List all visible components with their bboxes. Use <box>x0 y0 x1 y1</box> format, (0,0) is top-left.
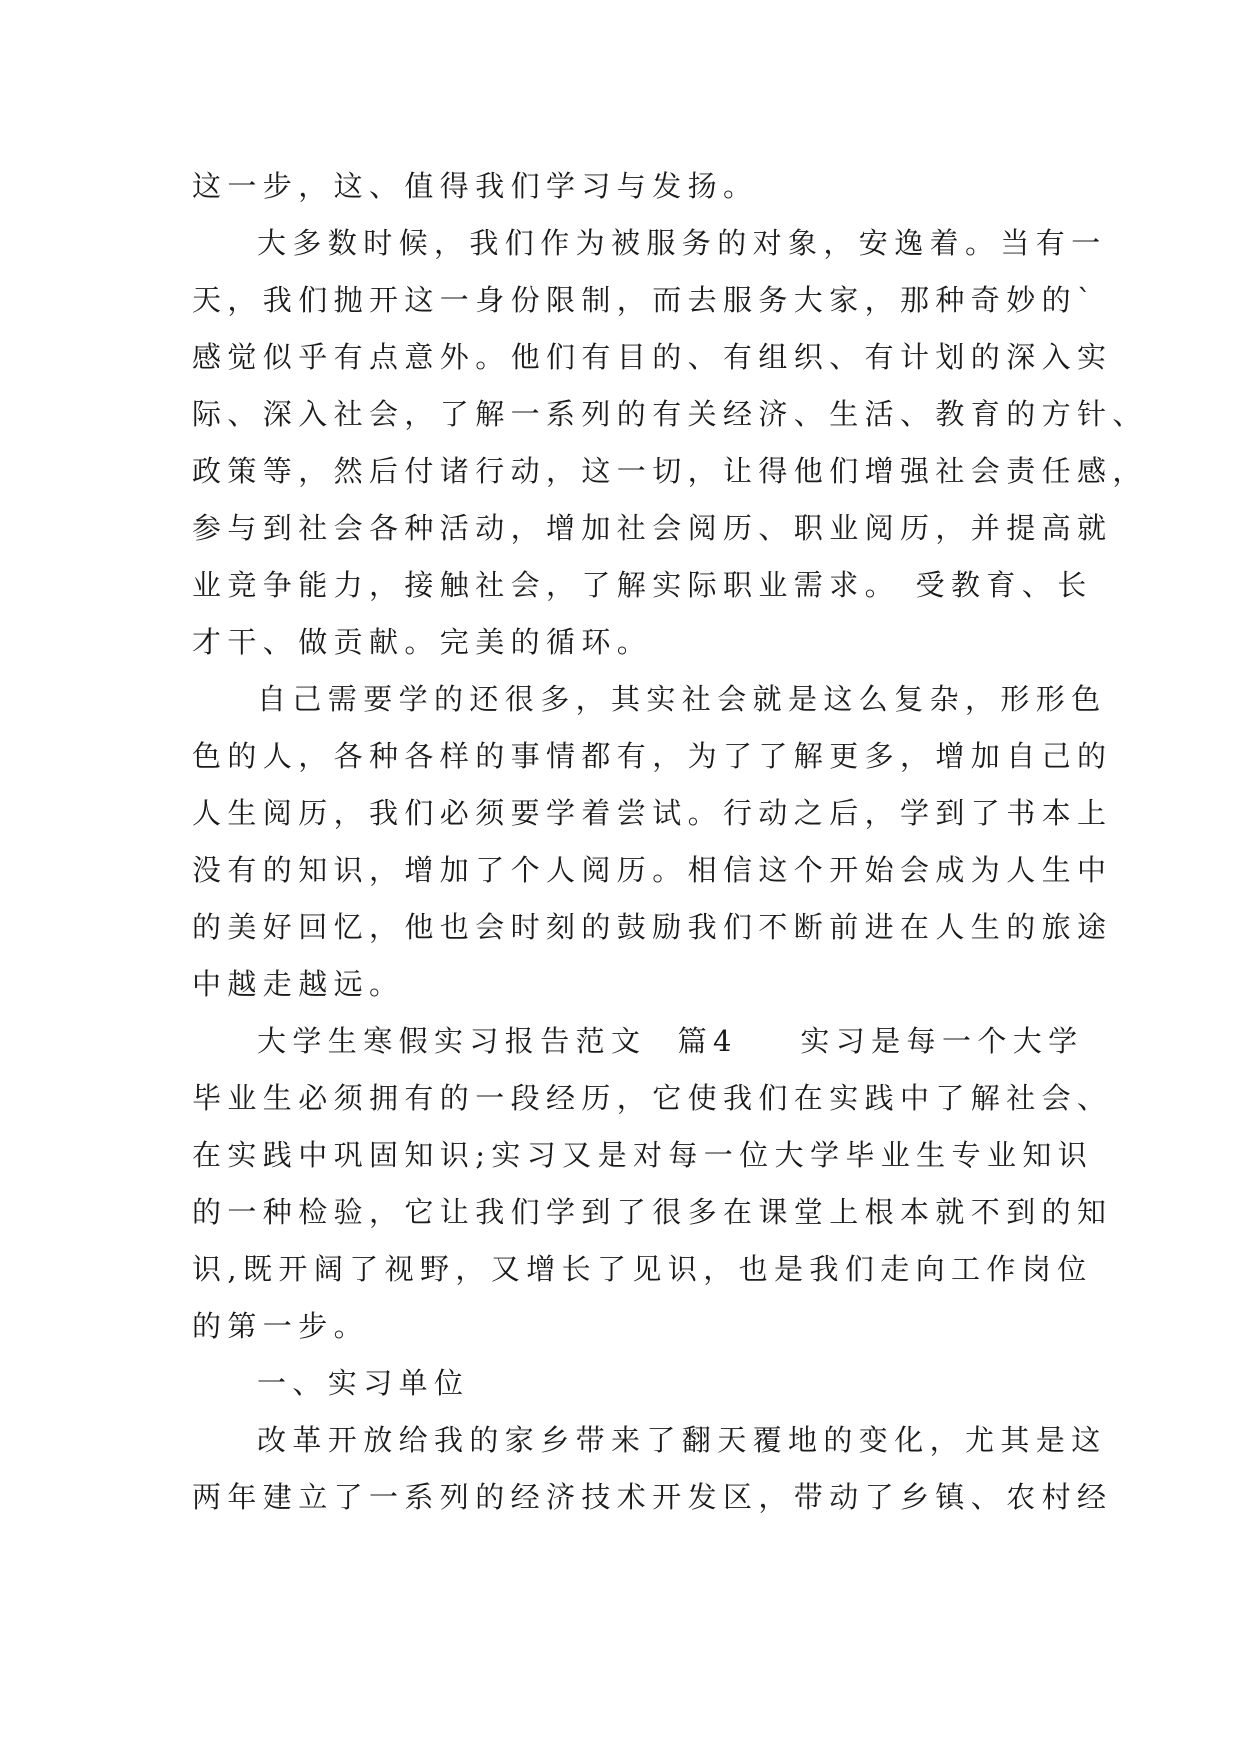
text-line: 大多数时候，我们作为被服务的对象，安逸着。当有一 <box>257 226 1107 260</box>
text-line: 毕业生必须拥有的一段经历，它使我们在实践中了解社会、 <box>192 1081 1113 1115</box>
text-line: 没有的知识，增加了个人阅历。相信这个开始会成为人生中 <box>192 853 1113 887</box>
text-line: 际、深入社会，了解一系列的有关经济、生活、教育的方针、 <box>192 397 1148 431</box>
text-line: 中越走越远。 <box>192 967 405 1001</box>
text-line: 自己需要学的还很多，其实社会就是这么复杂，形形色 <box>257 682 1107 716</box>
section-heading-line: 大学生寒假实习报告范文 篇4 实习是每一个大学 <box>257 1024 1084 1058</box>
text-line: 政策等，然后付诸行动，这一切，让得他们增强社会责任感， <box>192 454 1148 488</box>
text-line: 的美好回忆，他也会时刻的鼓励我们不断前进在人生的旅途 <box>192 910 1113 944</box>
text-line: 的一种检验，它让我们学到了很多在课堂上根本就不到的知 <box>192 1195 1113 1229</box>
text-line: 识,既开阔了视野，又增长了见识，也是我们走向工作岗位 <box>192 1252 1093 1286</box>
text-line: 人生阅历，我们必须要学着尝试。行动之后，学到了书本上 <box>192 796 1113 830</box>
text-line: 的第一步。 <box>192 1309 370 1343</box>
text-line: 感觉似乎有点意外。他们有目的、有组织、有计划的深入实 <box>192 340 1113 374</box>
text-line: 两年建立了一系列的经济技术开发区，带动了乡镇、农村经 <box>192 1480 1113 1514</box>
text-line: 参与到社会各种活动，增加社会阅历、职业阅历，并提高就 <box>192 511 1113 545</box>
text-line: 业竞争能力，接触社会，了解实际职业需求。 受教育、长 <box>192 568 1093 602</box>
text-line: 天，我们抛开这一身份限制，而去服务大家，那种奇妙的` <box>192 283 1098 317</box>
subheading-line: 一、实习单位 <box>257 1366 470 1400</box>
text-line: 色的人，各种各样的事情都有，为了了解更多，增加自己的 <box>192 739 1113 773</box>
text-line: 在实践中巩固知识;实习又是对每一位大学毕业生专业知识 <box>192 1138 1094 1172</box>
text-line: 改革开放给我的家乡带来了翻天覆地的变化，尤其是这 <box>257 1423 1107 1457</box>
text-line: 才干、做贡献。完美的循环。 <box>192 625 653 659</box>
text-line: 这一步，这、值得我们学习与发扬。 <box>192 169 759 203</box>
